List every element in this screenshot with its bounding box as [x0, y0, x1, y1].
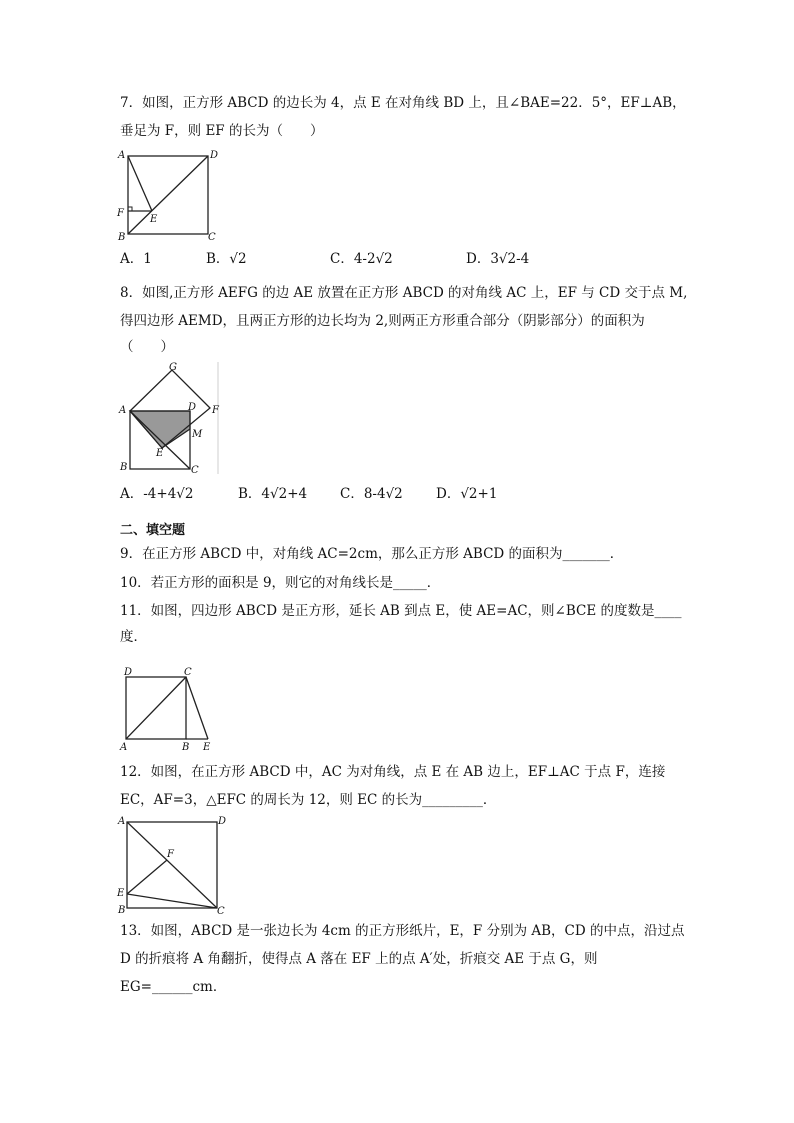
q13-line2: D 的折痕将 A 角翻折，使得点 A 落在 EF 上的点 A′处，折痕交 AE 于点 G，则 — [120, 951, 598, 967]
q7-label-a: A — [118, 150, 126, 161]
q11-label-c: C — [184, 667, 192, 678]
q8-option-a[interactable]: A．-4+4√2 — [120, 486, 194, 502]
q7-line2: 垂足为 F，则 EF 的长为（ ） — [120, 123, 324, 139]
section-title: 二、填空题 — [120, 523, 186, 538]
q7-label-e: E — [150, 214, 158, 225]
q11-line1: 11．如图，四边形 ABCD 是正方形，延长 AB 到点 E，使 AE=AC，则∠BCE 的度数是____ — [120, 603, 682, 619]
q10-text: 10．若正方形的面积是 9，则它的对角线长是_____． — [120, 575, 441, 591]
q8-line1: 8．如图,正方形 AEFG 的边 AE 放置在正方形 ABCD 的对角线 AC 上，EF 与 CD 交于点 M, — [120, 285, 688, 301]
q8-option-d[interactable]: D．√2+1 — [436, 486, 498, 502]
q8-line3: （ ） — [120, 339, 174, 355]
q13-line1: 13．如图，ABCD 是一张边长为 4cm 的正方形纸片，E，F 分别为 AB，CD 的中点，沿过点 — [120, 923, 685, 939]
q12-label-e: E — [117, 888, 125, 899]
q8-label-c: C — [191, 465, 199, 476]
q7-label-f: F — [117, 208, 124, 219]
q7-option-b[interactable]: B．√2 — [206, 251, 247, 267]
q7-option-c[interactable]: C．4-2√2 — [330, 251, 393, 267]
q8-label-m: M — [192, 429, 203, 440]
q12-label-f: F — [167, 849, 174, 860]
q8-figure — [115, 362, 225, 477]
q9-text: 9．在正方形 ABCD 中，对角线 AC=2cm，那么正方形 ABCD 的面积为_______． — [120, 546, 624, 562]
q11-figure — [115, 664, 225, 754]
q8-option-b[interactable]: B．4√2+4 — [238, 486, 308, 502]
q7-option-a[interactable]: A．1 — [120, 251, 152, 267]
q7-label-d: D — [210, 150, 219, 161]
q8-line2: 得四边形 AEMD，且两正方形的边长均为 2,则两正方形重合部分（阴影部分）的面积为 — [120, 313, 645, 329]
q12-label-c: C — [217, 906, 225, 917]
q8-label-f: F — [212, 405, 219, 416]
q12-label-b: B — [118, 905, 126, 916]
q8-label-b: B — [120, 462, 128, 473]
q7-label-b: B — [118, 232, 126, 243]
q11-line2: 度． — [120, 629, 147, 645]
q12-label-a: A — [118, 816, 126, 827]
q8-label-e: E — [156, 448, 164, 459]
q8-label-g: G — [169, 362, 177, 373]
q12-line2: EC，AF=3，△EFC 的周长为 12，则 EC 的长为_________． — [120, 792, 497, 808]
q12-line1: 12．如图，在正方形 ABCD 中，AC 为对角线，点 E 在 AB 边上，EF⊥AC 于点 F，连接 — [120, 764, 666, 780]
q13-line3: EG=______cm． — [120, 979, 227, 995]
q7-figure — [115, 148, 225, 243]
q11-label-d: D — [124, 667, 133, 678]
q8-option-c[interactable]: C．8-4√2 — [340, 486, 403, 502]
q11-label-e: E — [203, 742, 211, 753]
q11-label-a: A — [120, 742, 128, 753]
q8-label-d: D — [188, 402, 197, 413]
q7-label-c: C — [208, 232, 216, 243]
q8-label-a: A — [119, 405, 127, 416]
q7-option-d[interactable]: D．3√2-4 — [466, 251, 530, 267]
q12-figure — [115, 812, 235, 917]
q11-label-b: B — [182, 742, 190, 753]
q7-line1: 7．如图，正方形 ABCD 的边长为 4，点 E 在对角线 BD 上，且∠BAE=22．5°，EF⊥AB， — [120, 95, 686, 111]
q12-label-d: D — [218, 816, 227, 827]
